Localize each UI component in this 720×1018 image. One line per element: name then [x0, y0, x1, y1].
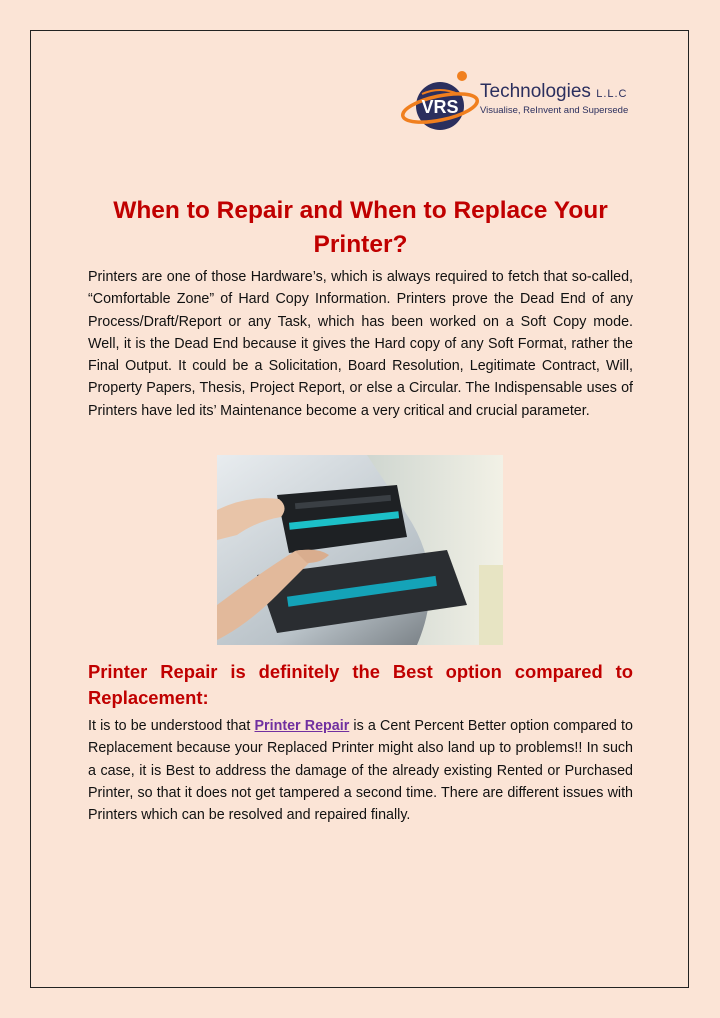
- logo-name: Technologies: [480, 81, 591, 102]
- section-paragraph: [88, 715, 633, 826]
- printer-toner-photo: [217, 455, 503, 645]
- logo-monogram: VRS: [421, 97, 459, 117]
- intro-paragraph: Printers are one of those Hardware’s, which is always required to fetch that so-called, “Comfortable Zone” of Hard Copy Information. Printers prove the Dead End of any Process/Draft/Report or any Task, which has been worked on a Soft Copy mode. Well, it is the Dead End because it gives the Hard copy of any Soft Format, rather the Final Output. It could be a Solicitation, Board Resolution, Legitimate Contract, Will, Property Papers, Thesis, Project Report, or else a Circular. The Indispensable uses of Printers have led its’ Maintenance become a very critical and crucial parameter.: [88, 269, 633, 419]
- logo-suffix: L.L.C: [596, 88, 628, 100]
- logo-wordmark: [480, 82, 628, 116]
- paragraph-text-start: It is to be understood that: [88, 718, 255, 734]
- paragraph-text-end: is a Cent Percent Better option compared to Replacement because your Replaced Printer might also land up to problems!! In such a case, it is Best to address the damage of the already existing Rented or Purchased Printer, so that it does not get tampered a second time. There are different issues with Printers which can be resolved and repaired finally.: [88, 718, 633, 824]
- printer-repair-link[interactable]: Printer Repair: [254, 718, 350, 734]
- vrs-globe-icon: [400, 68, 480, 138]
- logo-tagline: Visualise, ReInvent and Supersede: [480, 105, 629, 116]
- section-heading: Printer Repair is definitely the Best option compared to Replacement:: [88, 661, 633, 708]
- company-logo: [400, 68, 640, 138]
- page-title: When to Repair and When to Replace Your Printer?: [113, 197, 608, 258]
